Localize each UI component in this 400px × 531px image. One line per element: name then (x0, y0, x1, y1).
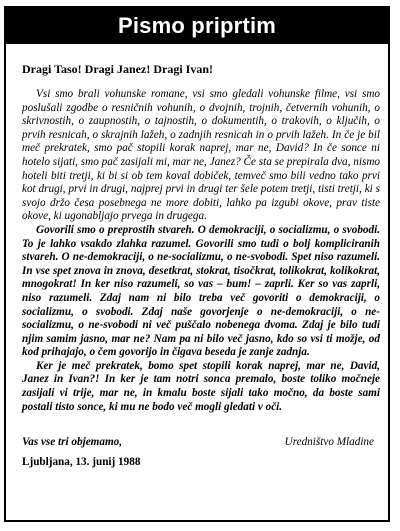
closing-text: Vas vse tri objemamo, (22, 436, 123, 449)
dateline: Ljubljana, 13. junij 1988 (22, 455, 141, 468)
signature: Uredništvo Mladine (284, 436, 374, 449)
letter-greeting: Dragi Taso! Dragi Janez! Dragi Ivan! (22, 62, 213, 76)
closing-row (22, 418, 380, 450)
letter-body (22, 62, 380, 469)
letter-title: Pismo priprtim (6, 8, 388, 44)
letter-frame (4, 6, 390, 522)
paragraph-3: Ker je meč prekratek, bomo spet stopili korak naprej, mar ne, David, Janez in Ivan?! In ker je tam notri sonca premalo, boste toliko močneje zasijali vi trije, mar ne, in kmalu boste sijali tako močno, da boste sami postali tisto sonce, ki mu ne bodo več mogli gledati v oči. (22, 359, 380, 413)
paragraph-2: Govorili smo o preprostih stvareh. O demokraciji, o socializmu, o svobodi. To je lahko vsakdo zlahka razumel. Govorili smo tudi o bolj kompliciranih stvareh. O ne-demokraciji, o ne-socializmu, o ne-svobodi. Spet niso razumeli. In vse spet znova in znova, desetkrat, stokrat, tisočkrat, tolikokrat, kolikokrat, mnogokrat! In ker niso razumeli, so vas – bum! – zaprli. Ker so vas zaprli, niso razumeli. Zdaj nam ni bilo treba več govoriti o demokraciji, o socializmu, o svobodi. Zdaj naše govorjenje o ne-demokraciji, o ne-socializmu, o ne-svobodi ni več puščalo nobenega dvoma. Zdaj je bilo tudi njim samim jasno, mar ne? Nam pa ni bilo več jasno, kdo so vsi ti možje, od kod prihajajo, o čem govorijo in čigava beseda je zanje zadnja. (22, 223, 380, 359)
paragraph-1: Vsi smo brali vohunske romane, vsi smo gledali vohunske filme, vsi smo poslušali zgodbe o resničnih vohunih, o dvojnih, trojnih, četvernih vohunih, o skrivnostih, o zaupnostih, o tajnostih, o dokumentih, o trakovih, o ključih, o prvih resnicah, o skrajnih lažeh, o zadnjih resnicah in o prvih lažeh. In če je bil meč prekratek, smo pač stopili korak naprej, mar ne, David? In če sonce ni hotelo sijati, smo pač zasijali mi, mar ne, Janez? Če sta se prepirala dva, nismo hoteli biti tretji, ki bi si ob tem koval dobiček, temveč smo bili vedno tako prvi kot drugi, prvi in drugi, najprej prvi in drugi ter šele potem tretji, tisti tretji, ki s svojo držo česa posebnega ne more dobiti, lahko pa izgubi okove, prav tiste okove, ki ugonabljajo prvega in drugega. (22, 88, 380, 223)
